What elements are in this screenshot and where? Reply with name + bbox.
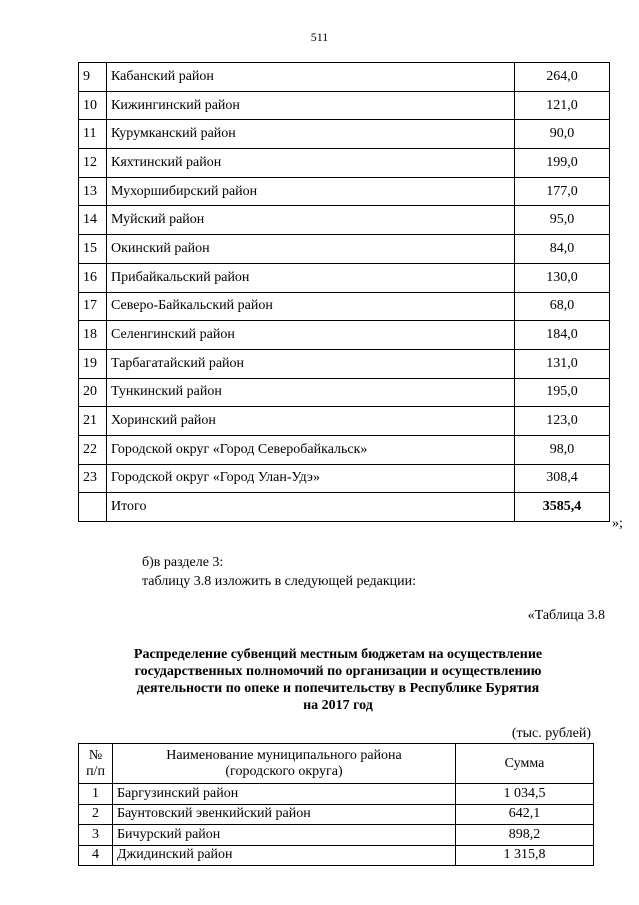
table-heading bbox=[100, 646, 576, 714]
amount: 98,0 bbox=[515, 435, 610, 464]
table-row bbox=[79, 120, 610, 149]
row-number: 15 bbox=[79, 235, 107, 264]
amount: 84,0 bbox=[515, 235, 610, 264]
row-number: 9 bbox=[79, 63, 107, 92]
heading-line: на 2017 год bbox=[303, 698, 373, 713]
table-row bbox=[79, 63, 610, 92]
header-name-line2: (городского округа) bbox=[225, 763, 343, 779]
table-row bbox=[79, 378, 610, 407]
row-number: 19 bbox=[79, 349, 107, 378]
total-label: Итого bbox=[107, 493, 515, 522]
table-row bbox=[79, 235, 610, 264]
row-number: 2 bbox=[79, 804, 113, 825]
distribution-table bbox=[78, 743, 594, 866]
table-row bbox=[79, 435, 610, 464]
units-label: (тыс. рублей) bbox=[511, 726, 591, 741]
amount: 95,0 bbox=[515, 206, 610, 235]
total-row bbox=[79, 493, 610, 522]
table-row bbox=[79, 206, 610, 235]
table-row bbox=[79, 321, 610, 350]
table-row bbox=[79, 91, 610, 120]
table-row bbox=[79, 177, 610, 206]
section-line-1: б)в разделе 3: bbox=[142, 555, 224, 570]
table-row bbox=[79, 804, 594, 825]
district-name: Хоринский район bbox=[107, 407, 515, 436]
amount: 642,1 bbox=[456, 804, 594, 825]
amount: 177,0 bbox=[515, 177, 610, 206]
district-name: Кяхтинский район bbox=[107, 149, 515, 178]
district-name: Кижингинский район bbox=[107, 91, 515, 120]
amount: 68,0 bbox=[515, 292, 610, 321]
row-number: 10 bbox=[79, 91, 107, 120]
amount: 308,4 bbox=[515, 464, 610, 493]
page-number: 511 bbox=[310, 30, 329, 44]
amount: 131,0 bbox=[515, 349, 610, 378]
district-name: Баунтовский эвенкийский район bbox=[113, 804, 456, 825]
heading-line: Распределение субвенций местным бюджетам на осуществление bbox=[133, 647, 543, 662]
row-number: 3 bbox=[79, 825, 113, 846]
header-number bbox=[79, 744, 113, 784]
table-row bbox=[79, 845, 594, 866]
amount: 898,2 bbox=[456, 825, 594, 846]
heading-line: деятельности по опеке и попечительству в Республике Бурятия bbox=[136, 681, 540, 696]
district-name: Прибайкальский район bbox=[107, 263, 515, 292]
district-name: Джидинский район bbox=[113, 845, 456, 866]
row-number: 18 bbox=[79, 321, 107, 350]
district-name: Городской округ «Город Северобайкальск» bbox=[107, 435, 515, 464]
amount: 195,0 bbox=[515, 378, 610, 407]
total-amount: 3585,4 bbox=[515, 493, 610, 522]
row-number: 14 bbox=[79, 206, 107, 235]
amount: 130,0 bbox=[515, 263, 610, 292]
amount: 264,0 bbox=[515, 63, 610, 92]
table-header-row bbox=[79, 744, 594, 784]
district-name: Кабанский район bbox=[107, 63, 515, 92]
district-name: Селенгинский район bbox=[107, 321, 515, 350]
district-name: Баргузинский район bbox=[113, 784, 456, 805]
district-name: Курумканский район bbox=[107, 120, 515, 149]
row-number: 22 bbox=[79, 435, 107, 464]
table-row bbox=[79, 825, 594, 846]
header-sum: Сумма bbox=[456, 744, 594, 784]
amount: 1 315,8 bbox=[456, 845, 594, 866]
district-name: Тарбагатайский район bbox=[107, 349, 515, 378]
row-number: 16 bbox=[79, 263, 107, 292]
amount: 184,0 bbox=[515, 321, 610, 350]
table-row bbox=[79, 464, 610, 493]
table-row bbox=[79, 263, 610, 292]
amount: 121,0 bbox=[515, 91, 610, 120]
district-name: Северо-Байкальский район bbox=[107, 292, 515, 321]
table-row bbox=[79, 292, 610, 321]
header-name-line1: Наименование муниципального района bbox=[166, 747, 402, 763]
row-number: 21 bbox=[79, 407, 107, 436]
row-number: 1 bbox=[79, 784, 113, 805]
table-row bbox=[79, 349, 610, 378]
district-name: Окинский район bbox=[107, 235, 515, 264]
section-line-2: таблицу 3.8 изложить в следующей редакции: bbox=[142, 574, 417, 589]
header-name bbox=[113, 744, 456, 784]
table-row bbox=[79, 407, 610, 436]
amount: 1 034,5 bbox=[456, 784, 594, 805]
row-number: 12 bbox=[79, 149, 107, 178]
amount: 199,0 bbox=[515, 149, 610, 178]
amount: 123,0 bbox=[515, 407, 610, 436]
district-name: Тункинский район bbox=[107, 378, 515, 407]
district-name: Мухоршибирский район bbox=[107, 177, 515, 206]
district-name: Муйский район bbox=[107, 206, 515, 235]
closing-quote-mark: »; bbox=[612, 516, 623, 531]
subvention-table-continued bbox=[78, 62, 610, 522]
row-number: 13 bbox=[79, 177, 107, 206]
row-number: 17 bbox=[79, 292, 107, 321]
row-number: 23 bbox=[79, 464, 107, 493]
district-name: Бичурский район bbox=[113, 825, 456, 846]
table-row bbox=[79, 149, 610, 178]
district-name: Городской округ «Город Улан-Удэ» bbox=[107, 464, 515, 493]
table-row bbox=[79, 784, 594, 805]
row-number: 4 bbox=[79, 845, 113, 866]
row-number bbox=[79, 493, 107, 522]
table-label: «Таблица 3.8 bbox=[527, 608, 605, 623]
heading-line: государственных полномочий по организации и осуществлению bbox=[134, 664, 542, 679]
header-number-line2: п/п bbox=[86, 763, 105, 779]
header-number-line1: № bbox=[88, 747, 103, 763]
row-number: 20 bbox=[79, 378, 107, 407]
amount: 90,0 bbox=[515, 120, 610, 149]
row-number: 11 bbox=[79, 120, 107, 149]
